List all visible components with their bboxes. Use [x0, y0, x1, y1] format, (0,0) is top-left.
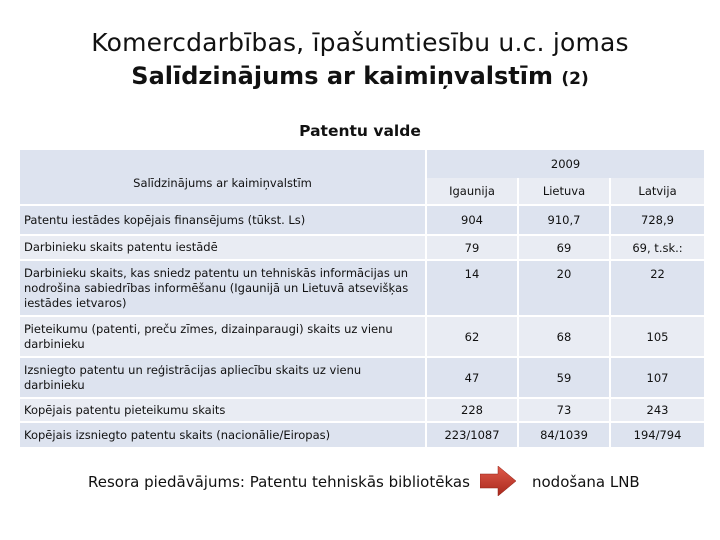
title-line-2-main: Salīdzinājums ar kaimiņvalstīm [131, 62, 553, 90]
table-row [20, 316, 704, 357]
cell-value: 910,7 [518, 205, 610, 235]
country-header: Lietuva [518, 178, 610, 205]
cell-value: 728,9 [610, 205, 704, 235]
arrow-right-icon [480, 466, 516, 496]
cell-value: 228 [426, 398, 518, 422]
cell-value: 84/1039 [518, 422, 610, 447]
table-row [20, 205, 704, 235]
subtitle: Patentu valde [299, 122, 421, 140]
cell-value: 105 [610, 316, 704, 357]
cell-value: 73 [518, 398, 610, 422]
table-row [20, 357, 704, 398]
table-row [20, 422, 704, 447]
cell-value: 904 [426, 205, 518, 235]
cell-value: 47 [426, 357, 518, 398]
row-label: Pieteikumu (patenti, preču zīmes, dizainparaugi) skaits uz vienu darbinieku [20, 316, 426, 357]
row-label: Darbinieku skaits, kas sniedz patentu un tehniskās informācijas un nodrošina sabiedrības informēšanu (Igaunijā un Lietuvā atsevišķas iestādes ietvaros) [20, 260, 426, 316]
cell-value: 243 [610, 398, 704, 422]
comparison-table [20, 150, 704, 447]
table-row [20, 398, 704, 422]
cell-value: 223/1087 [426, 422, 518, 447]
cell-value: 68 [518, 316, 610, 357]
country-header: Latvija [610, 178, 704, 205]
title-line-2 [0, 62, 720, 90]
title-line-2-suffix: (2) [561, 69, 589, 89]
row-label: Kopējais patentu pieteikumu skaits [20, 398, 426, 422]
cell-value: 22 [610, 260, 704, 316]
transfer-text: nodošana LNB [532, 473, 640, 491]
proposal-text: Resora piedāvājums: Patentu tehniskās bibliotēkas [88, 473, 470, 491]
cell-value: 69 [518, 235, 610, 260]
row-label: Patentu iestādes kopējais finansējums (tūkst. Ls) [20, 205, 426, 235]
cell-value: 59 [518, 357, 610, 398]
row-label: Izsniegto patentu un reģistrācijas apliecību skaits uz vienu darbinieku [20, 357, 426, 398]
row-label: Darbinieku skaits patentu iestādē [20, 235, 426, 260]
cell-value: 20 [518, 260, 610, 316]
cell-value: 62 [426, 316, 518, 357]
cell-value: 79 [426, 235, 518, 260]
table-row [20, 260, 704, 316]
cell-value: 14 [426, 260, 518, 316]
table-label-header: Salīdzinājums ar kaimiņvalstīm [20, 150, 426, 205]
table-row [20, 235, 704, 260]
title-line-1: Komercdarbības, īpašumtiesību u.c. jomas [91, 28, 629, 57]
cell-value: 69, t.sk.: [610, 235, 704, 260]
cell-value: 194/794 [610, 422, 704, 447]
table-header-row [20, 150, 704, 178]
row-label: Kopējais izsniegto patentu skaits (nacionālie/Eiropas) [20, 422, 426, 447]
year-header: 2009 [426, 150, 704, 178]
country-header: Igaunija [426, 178, 518, 205]
cell-value: 107 [610, 357, 704, 398]
